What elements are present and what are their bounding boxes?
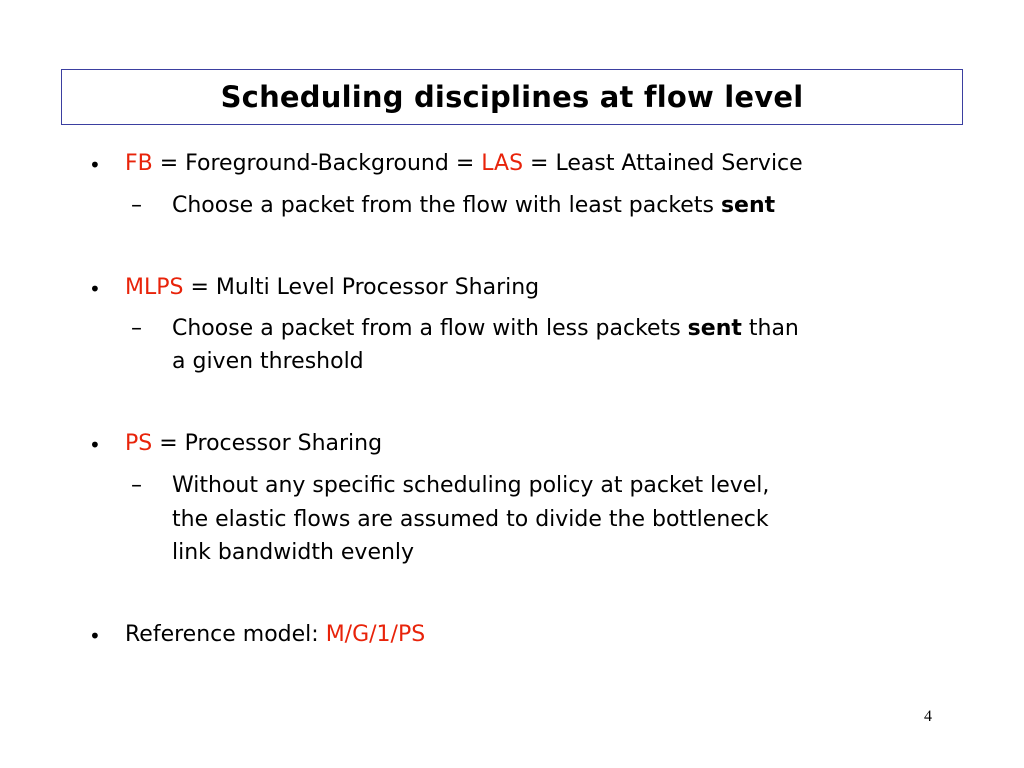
term-las: LAS <box>481 151 524 176</box>
term-mg1ps: M/G/1/PS <box>325 622 426 647</box>
sub-bullet-marker: – <box>131 193 142 218</box>
sub-bullet-ps-line2: the elastic flows are assumed to divide the bottleneck <box>172 507 769 532</box>
term-fb: FB <box>125 151 153 176</box>
bullet-marker: • <box>89 624 101 648</box>
mlps-sub-after: than <box>741 316 799 341</box>
sub-bullet-mlps <box>172 314 799 344</box>
bullet-marker: • <box>89 277 101 301</box>
bullet-reference-model <box>125 620 425 650</box>
page-number: 4 <box>924 708 932 725</box>
term-ps: PS <box>125 431 153 456</box>
fb-sub-text: Choose a packet from the flow with least packets <box>172 193 721 218</box>
slide-title: Scheduling disciplines at flow level <box>220 80 804 114</box>
sub-bullet-ps-line3: link bandwidth evenly <box>172 540 415 565</box>
fb-definition: = Least Attained Service <box>523 151 803 176</box>
fb-sub-bold: sent <box>720 193 776 218</box>
sub-bullet-marker: – <box>131 473 142 498</box>
bullet-marker: • <box>89 153 101 177</box>
sub-bullet-mlps-line2: a given threshold <box>172 349 364 374</box>
sub-bullet-marker: – <box>131 316 142 341</box>
mlps-sub-bold: sent <box>687 316 742 341</box>
reference-lead: Reference model: <box>125 622 326 647</box>
bullet-fb <box>125 149 803 179</box>
sub-bullet-ps-line1: Without any specific scheduling policy at packet level, <box>172 473 770 498</box>
bullet-ps <box>125 429 382 459</box>
title-box <box>61 69 963 125</box>
sub-bullet-fb <box>172 191 775 221</box>
term-mlps: MLPS <box>125 275 184 300</box>
ps-definition: = Processor Sharing <box>152 431 383 456</box>
mlps-definition: = Multi Level Processor Sharing <box>183 275 540 300</box>
bullet-mlps <box>125 273 539 303</box>
bullet-marker: • <box>89 433 101 457</box>
fb-mid-text: = Foreground-Background = <box>152 151 482 176</box>
mlps-sub-text: Choose a packet from a flow with less packets <box>172 316 688 341</box>
